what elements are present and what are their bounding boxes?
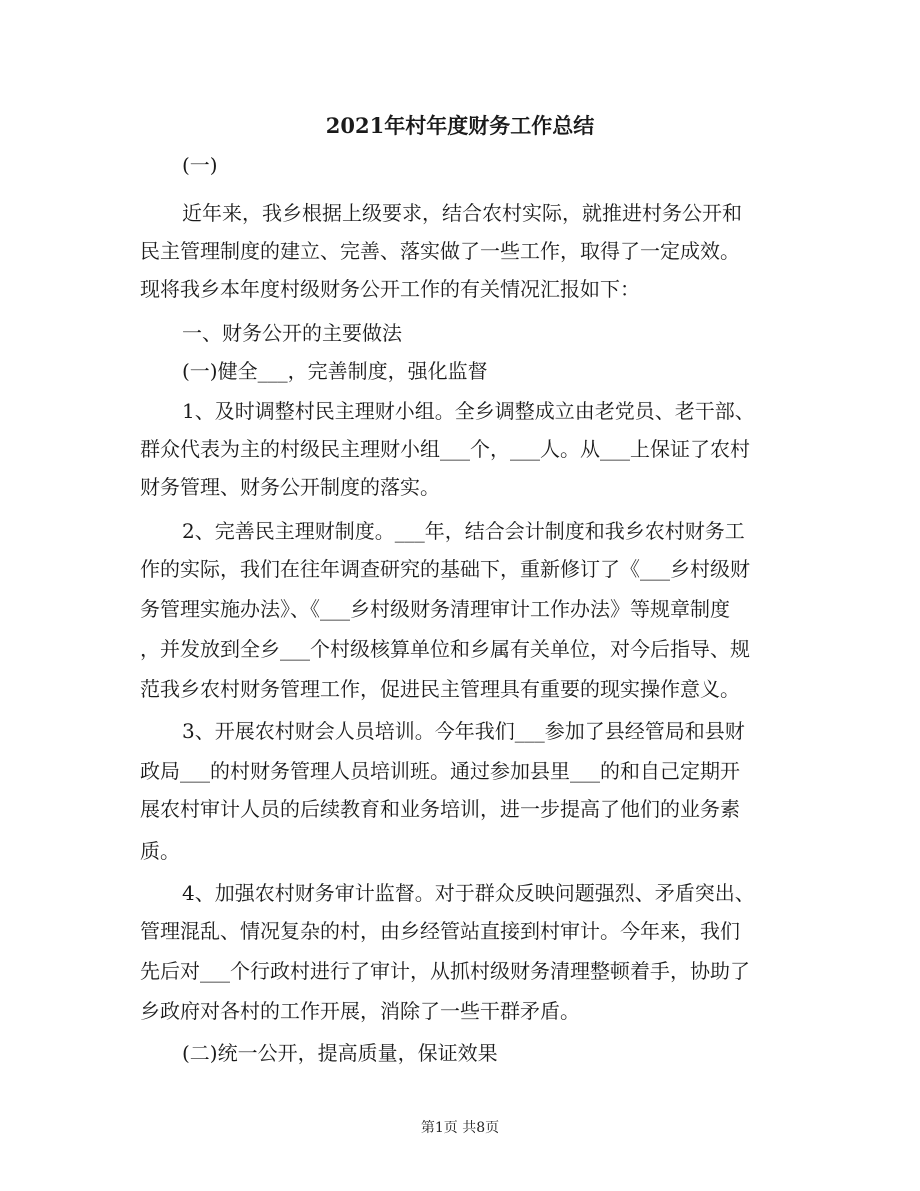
paragraph-line: 财务管理、财务公开制度的落实。	[140, 475, 440, 499]
paragraph-line: 质。	[140, 839, 180, 863]
paragraph-line: 展农村审计人员的后续教育和业务培训，进一步提高了他们的业务素	[140, 797, 740, 821]
paragraph-line: 现将我乡本年度村级财务公开工作的有关情况汇报如下：	[140, 277, 640, 301]
paragraph-line: 政局___的村财务管理人员培训班。通过参加县里___的和自己定期开	[140, 759, 740, 783]
document-title: 2021年村年度财务工作总结	[325, 113, 595, 138]
paragraph-line: 作的实际，我们在往年调查研究的基础下，重新修订了《___乡村级财	[140, 557, 750, 581]
paragraph-line: 民主管理制度的建立、完善、落实做了一些工作，取得了一定成效。	[140, 239, 740, 263]
paragraph-line: 近年来，我乡根据上级要求，结合农村实际，就推进村务公开和	[182, 201, 742, 225]
paragraph-line: 管理混乱、情况复杂的村，由乡经管站直接到村审计。今年来，我们	[140, 919, 740, 943]
subheading-line: (一)健全___，完善制度，强化监督	[182, 359, 488, 383]
paragraph-line: 群众代表为主的村级民主理财小组___个，___人。从___上保证了农村	[140, 437, 750, 461]
paragraph-line: 2、完善民主理财制度。___年，结合会计制度和我乡农村财务工	[182, 519, 745, 543]
paragraph-line: 1、及时调整村民主理财小组。全乡调整成立由老党员、老干部、	[182, 399, 755, 423]
paragraph-line: 3、开展农村财会人员培训。今年我们___参加了县经管局和县财	[182, 719, 745, 743]
paragraph-line: 范我乡农村财务管理工作，促进民主管理具有重要的现实操作意义。	[140, 677, 740, 701]
paragraph-line: 乡政府对各村的工作开展，消除了一些干群矛盾。	[140, 999, 580, 1023]
section-marker: (一)	[182, 153, 218, 177]
heading-line: 一、财务公开的主要做法	[182, 321, 402, 345]
subheading-line: (二)统一公开，提高质量，保证效果	[182, 1041, 498, 1065]
page-number: 第1页 共8页	[420, 1120, 500, 1136]
paragraph-line: 先后对___个行政村进行了审计，从抓村级财务清理整顿着手，协助了	[140, 959, 750, 983]
paragraph-line: 务管理实施办法》、《___乡村级财务清理审计工作办法》等规章制度	[140, 597, 730, 621]
paragraph-line: ，并发放到全乡___个村级核算单位和乡属有关单位，对今后指导、规	[140, 637, 750, 661]
paragraph-line: 4、加强农村财务审计监督。对于群众反映问题强烈、矛盾突出、	[182, 881, 755, 905]
